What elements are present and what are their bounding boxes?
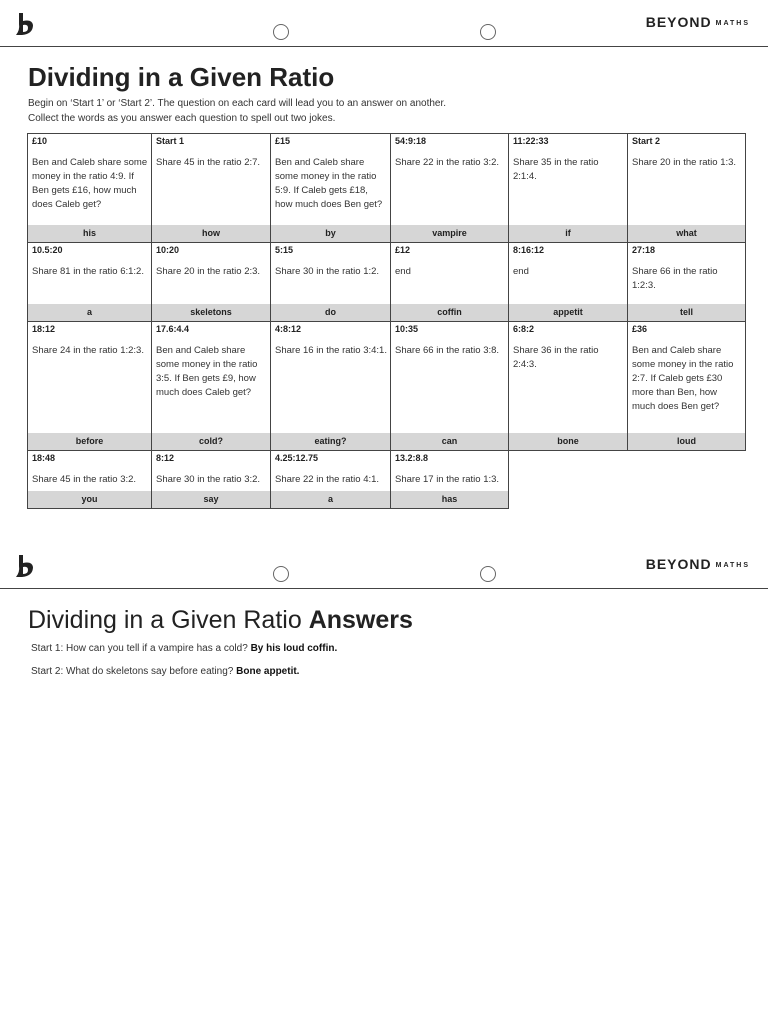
loop-card (27, 242, 152, 322)
card-answer-word: coffin (391, 304, 508, 321)
card-answer-word: has (391, 491, 508, 508)
card-answer-word: by (271, 225, 390, 242)
card-value: £15 (275, 136, 291, 146)
card-question: Share 20 in the ratio 2:3. (156, 266, 261, 277)
card-value: 8:16:12 (513, 245, 545, 255)
card-answer-word: appetit (509, 304, 627, 321)
card-question: Share 45 in the ratio 2:7. (156, 157, 261, 168)
card-answer-word: eating? (271, 433, 390, 450)
card-answer-word: a (271, 491, 390, 508)
card-answer-word: before (28, 433, 151, 450)
card-value: 13.2:8.8 (395, 453, 429, 463)
card-answer-word: tell (628, 304, 745, 321)
loop-card (151, 133, 271, 243)
card-answer-word: loud (628, 433, 745, 450)
card-value: £10 (32, 136, 48, 146)
loop-card (151, 242, 271, 322)
card-answer-word: how (152, 225, 270, 242)
beyond-logo-icon (14, 12, 36, 36)
card-answer-word: bone (509, 433, 627, 450)
answers-header (0, 542, 768, 589)
card-value: Start 1 (156, 136, 185, 146)
loop-card (270, 133, 391, 243)
card-question: Share 22 in the ratio 3:2. (395, 157, 500, 168)
card-value: 10:20 (156, 245, 180, 255)
loop-card (627, 133, 746, 243)
card-question: end (513, 266, 529, 277)
card-answer-word: what (628, 225, 745, 242)
loop-card (151, 321, 271, 451)
loop-card (508, 321, 628, 451)
card-value: £12 (395, 245, 411, 255)
loop-card (151, 450, 271, 509)
loop-card (508, 133, 628, 243)
card-value: 4.25:12.75 (275, 453, 319, 463)
loop-card (270, 321, 391, 451)
loop-card (270, 450, 391, 509)
card-value: 5:15 (275, 245, 294, 255)
card-value: 6:8:2 (513, 324, 535, 334)
card-question: Share 22 in the ratio 4:1. (275, 474, 380, 485)
card-question: Share 36 in the ratio 2:4:3. (513, 345, 599, 370)
loop-card (390, 321, 509, 451)
card-value: 10.5:20 (32, 245, 63, 255)
card-value: 4:8:12 (275, 324, 302, 334)
instructions (28, 96, 446, 126)
card-answer-word: a (28, 304, 151, 321)
card-question: Share 24 in the ratio 1:2:3. (32, 345, 144, 356)
loop-card (27, 450, 152, 509)
answer-line-start-1: Start 1: How can you tell if a vampire has a cold? By his loud coffin. (31, 643, 338, 654)
card-question: Ben and Caleb share some money in the ratio 4:9. If Ben gets £16, how much does Caleb get? (32, 157, 148, 210)
card-answer-word: you (28, 491, 151, 508)
answer-line-start-2: Start 2: What do skeletons say before eating? Bone appetit. (31, 666, 300, 677)
card-value: 8:12 (156, 453, 175, 463)
card-question: Share 30 in the ratio 1:2. (275, 266, 380, 277)
brand-name: BEYOND $^{MATHS}$ (645, 14, 750, 30)
card-answer-word: if (509, 225, 627, 242)
card-question: Share 20 in the ratio 1:3. (632, 157, 737, 168)
card-question: Share 30 in the ratio 3:2. (156, 474, 261, 485)
card-answer-word: vampire (391, 225, 508, 242)
punch-hole-icon (480, 566, 496, 582)
card-answer-word: say (152, 491, 270, 508)
instruction-line: Begin on ‘Start 1’ or ‘Start 2’. The question on each card will lead you to an answer on another. (28, 98, 447, 109)
loop-card (508, 242, 628, 322)
page-header (0, 0, 768, 47)
instruction-line: Collect the words as you answer each question to spell out two jokes. (28, 113, 336, 124)
loop-card (270, 242, 391, 322)
beyond-logo-icon (14, 554, 36, 578)
card-question: end (395, 266, 411, 277)
loop-card (390, 242, 509, 322)
card-answer-word: do (271, 304, 390, 321)
card-question: Share 66 in the ratio 3:8. (395, 345, 500, 356)
card-question: Ben and Caleb share some money in the ratio 3:5. If Ben gets £9, how much does Caleb get? (156, 345, 258, 398)
card-question: Share 45 in the ratio 3:2. (32, 474, 137, 485)
card-value: 10:35 (395, 324, 419, 334)
card-value: Start 2 (632, 136, 661, 146)
brand-name: BEYOND $^{MATHS}$ (645, 556, 750, 572)
page-title: Dividing in a Given Ratio (28, 62, 335, 92)
punch-hole-icon (273, 24, 289, 40)
card-question: Share 17 in the ratio 1:3. (395, 474, 500, 485)
card-value: 17.6:4.4 (156, 324, 190, 334)
card-value: 18:48 (32, 453, 56, 463)
card-value: 11:22:33 (513, 136, 549, 146)
card-answer-word: can (391, 433, 508, 450)
punch-hole-icon (273, 566, 289, 582)
answers-title: Dividing in a Given Ratio Answers (28, 606, 413, 634)
card-question: Share 81 in the ratio 6:1:2. (32, 266, 144, 277)
card-value: 27:18 (632, 245, 656, 255)
loop-card (27, 321, 152, 451)
card-question: Ben and Caleb share some money in the ratio 5:9. If Caleb gets £18, how much does Ben get? (275, 157, 383, 210)
card-question: Share 16 in the ratio 3:4:1. (275, 345, 387, 356)
card-value: 18:12 (32, 324, 56, 334)
punch-hole-icon (480, 24, 496, 40)
card-question: Ben and Caleb share some money in the ratio 2:7. If Caleb gets £30 more than Ben, how much does Ben get? (632, 345, 734, 412)
card-answer-word: his (28, 225, 151, 242)
loop-card (627, 242, 746, 322)
loop-card (627, 321, 746, 451)
card-value: £36 (632, 324, 648, 334)
card-value: 54:9:18 (395, 136, 427, 146)
card-question: Share 35 in the ratio 2:1:4. (513, 157, 599, 182)
card-question: Share 66 in the ratio 1:2:3. (632, 266, 718, 291)
loop-card (390, 450, 509, 509)
loop-card (27, 133, 152, 243)
card-answer-word: cold? (152, 433, 270, 450)
card-answer-word: skeletons (152, 304, 270, 321)
loop-card (390, 133, 509, 243)
